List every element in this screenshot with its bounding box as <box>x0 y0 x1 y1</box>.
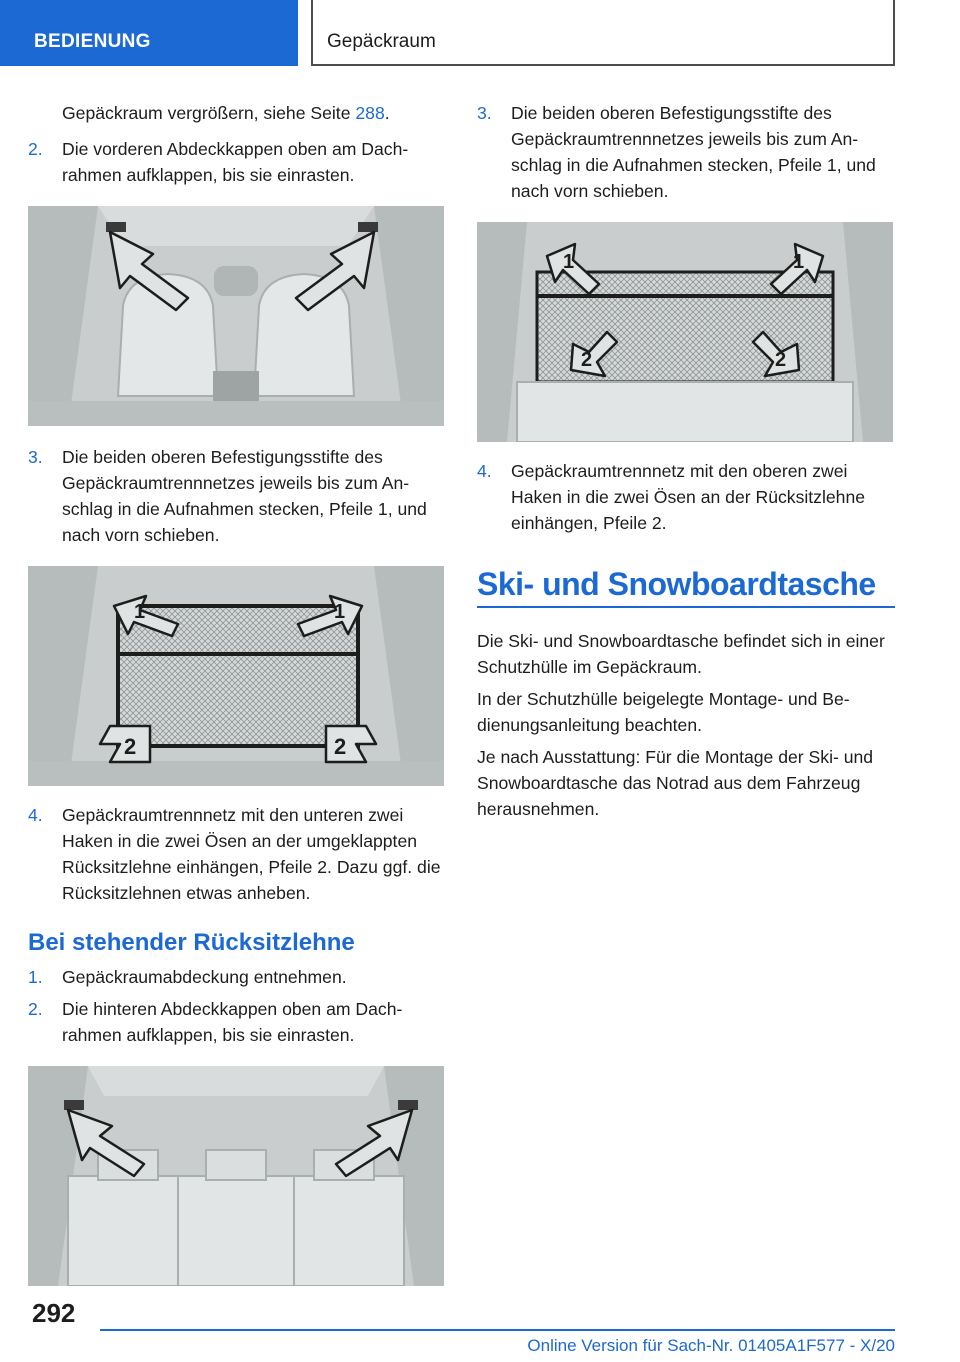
step-number: 2. <box>28 999 43 1019</box>
section-divider <box>477 606 895 608</box>
step-number: 4. <box>28 805 43 825</box>
paragraph: Die Ski- und Snowboardtasche befindet sich in einer Schutzhülle im Gepäckraum. <box>477 631 885 677</box>
footer-divider <box>100 1329 895 1331</box>
step-number: 3. <box>28 447 43 467</box>
header-chapter-title: Gepäckraum <box>311 0 895 66</box>
step-text: Die beiden oberen Befestigungsstifte des Gepäckraumtrennnetzes jeweils bis zum An-schlag in die Aufnahmen stecken, Pfeile 1, und nach vorn schieben. <box>511 103 876 201</box>
header-section-label: BEDIENUNG <box>0 0 298 66</box>
step-text: Die vorderen Abdeckkappen oben am Dach-rahmen aufklappen, bis sie einrasten. <box>62 139 409 185</box>
step-item <box>28 444 446 548</box>
subheading: Bei stehender Rücksitzlehne <box>28 929 355 956</box>
continuation-text: Gepäckraum vergrößern, siehe Seite 288. <box>62 103 390 123</box>
paragraph: In der Schutzhülle beigelegte Montage- und Be-dienungsanleitung beachten. <box>477 689 850 735</box>
arrow-label: 2 <box>775 349 787 371</box>
figure-net-upper-hooks <box>477 222 893 442</box>
step-number: 1. <box>28 967 43 987</box>
left-column <box>28 100 446 1286</box>
arrow-label: 2 <box>581 349 593 371</box>
step-item <box>28 964 446 990</box>
section-heading: Ski- und Snowboardtasche <box>477 566 876 602</box>
step-number: 4. <box>477 461 492 481</box>
step-item <box>477 100 895 204</box>
arrow-label: 1 <box>134 601 146 623</box>
step-item <box>28 996 446 1048</box>
footer-online-version[interactable]: Online Version für Sach-Nr. 01405A1F577 - X/20 <box>527 1336 895 1355</box>
figure-front-roof-covers <box>28 206 444 426</box>
arrow-label: 1 <box>793 251 805 273</box>
right-column <box>477 100 895 822</box>
arrow-label: 1 <box>334 601 346 623</box>
paragraph: Je nach Ausstattung: Für die Montage der Ski- und Snowboardtasche das Notrad aus dem Fahrzeug herausnehmen. <box>477 747 874 819</box>
step-item <box>477 458 895 536</box>
step-number: 3. <box>477 103 492 123</box>
step-text: Die hinteren Abdeckkappen oben am Dach-rahmen aufklappen, bis sie einrasten. <box>62 999 403 1045</box>
arrow-label: 2 <box>124 734 137 759</box>
step-item <box>28 136 446 188</box>
figure-rear-roof-covers <box>28 1066 444 1286</box>
step-number: 2. <box>28 139 43 159</box>
figure-net-lower-hooks <box>28 566 444 786</box>
step-item <box>28 802 446 906</box>
step-text: Gepäckraumtrennnetz mit den oberen zwei Haken in die zwei Ösen an der Rücksitzlehne einhängen, Pfeile 2. <box>511 461 866 533</box>
step-text: Die beiden oberen Befestigungsstifte des Gepäckraumtrennnetzes jeweils bis zum An-schlag in die Aufnahmen stecken, Pfeile 1, und nach vorn schieben. <box>62 447 427 545</box>
step-text: Gepäckraumtrennnetz mit den unteren zwei Haken in die zwei Ösen an der umgeklappten Rücksitzlehne einhängen, Pfeile 2. Dazu ggf. die Rücksitzlehnen etwas anheben. <box>62 805 441 903</box>
page-number: 292 <box>32 1298 76 1328</box>
page-reference-link[interactable]: 288 <box>355 103 385 123</box>
arrow-label: 1 <box>563 251 575 273</box>
step-text: Gepäckraumabdeckung entnehmen. <box>62 967 347 987</box>
arrow-label: 2 <box>334 734 347 759</box>
